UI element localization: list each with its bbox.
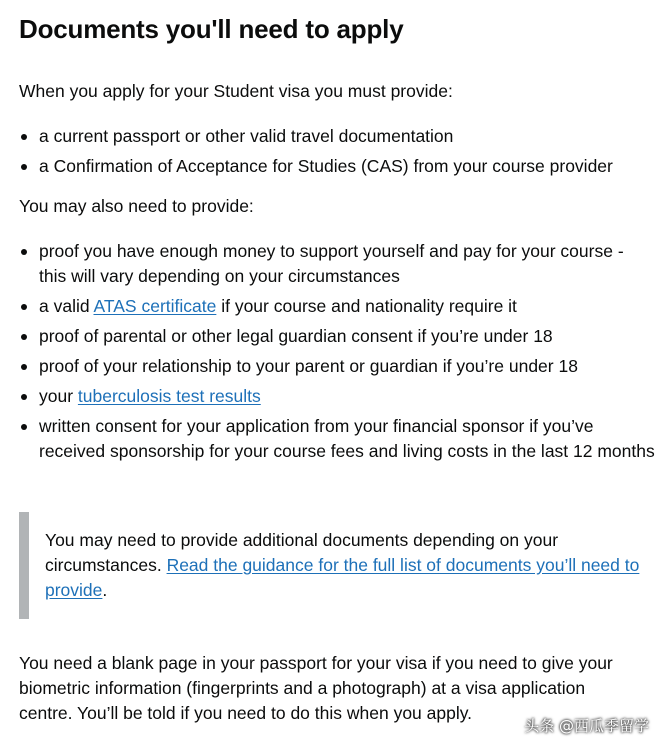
- blank-page-note: You need a blank page in your passport for your visa if you need to give your biometric information (fingerprints and a photograph) at a visa application centre. You’ll be told if you need to do this when you apply.: [19, 653, 613, 723]
- list-item: written consent for your application from your financial sponsor if you’ve received sponsorship for your course fees and living costs in the last 12 months: [19, 414, 655, 464]
- tb-prefix: your: [39, 386, 78, 406]
- list-item: a current passport or other valid travel documentation: [19, 124, 655, 149]
- also-need-text: You may also need to provide:: [19, 196, 254, 216]
- list-item: [19, 294, 655, 319]
- inset-notice: [19, 512, 649, 619]
- optional-documents-list: [19, 239, 655, 464]
- inset-body: You may need to provide additional documents depending on your circumstances.: [45, 530, 559, 575]
- full-documents-guidance-link[interactable]: Read the guidance for the full list of documents you’ll need to provide: [45, 555, 640, 600]
- required-documents-list: [19, 124, 655, 179]
- atas-certificate-link[interactable]: ATAS certificate: [93, 296, 217, 316]
- atas-prefix: a valid: [39, 296, 94, 316]
- list-item: proof of parental or other legal guardian consent if you’re under 18: [19, 324, 655, 349]
- list-item: [19, 384, 655, 409]
- list-item: proof of your relationship to your parent or guardian if you’re under 18: [19, 354, 655, 379]
- list-item: a Confirmation of Acceptance for Studies (CAS) from your course provider: [19, 154, 655, 179]
- inset-text: [45, 528, 649, 603]
- list-item: proof you have enough money to support yourself and pay for your course - this will vary depending on your circumstances: [19, 239, 655, 289]
- watermark: 头条 @西瓜季留学: [524, 717, 649, 735]
- page-heading: Documents you'll need to apply: [19, 14, 404, 44]
- intro-text: When you apply for your Student visa you must provide:: [19, 81, 453, 101]
- main-content: [19, 0, 655, 469]
- atas-suffix: if your course and nationality require it: [216, 296, 517, 316]
- tuberculosis-test-link[interactable]: tuberculosis test results: [77, 386, 261, 406]
- inset-suffix: .: [102, 580, 108, 600]
